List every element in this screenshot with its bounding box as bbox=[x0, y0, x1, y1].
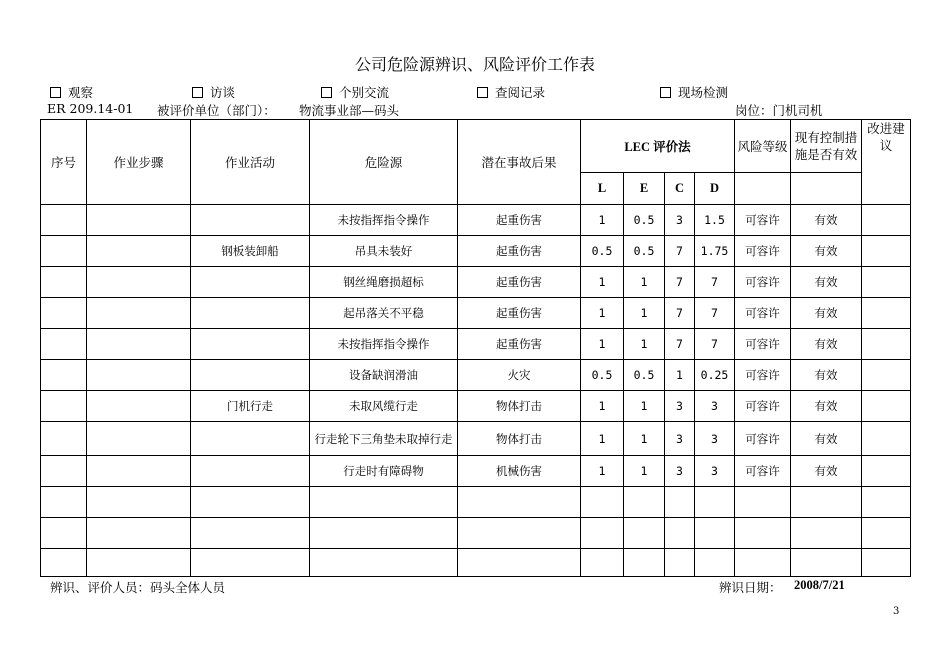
checkbox-label: 观察 bbox=[68, 85, 94, 100]
table-body bbox=[41, 205, 911, 577]
cell-C bbox=[665, 487, 695, 518]
checkbox-records[interactable] bbox=[477, 83, 545, 101]
cell-C: 3 bbox=[665, 205, 695, 236]
cell-C: 3 bbox=[665, 422, 695, 456]
cell-seq bbox=[41, 298, 87, 329]
date-label: 辨识日期： bbox=[719, 580, 782, 595]
cell-activity bbox=[191, 298, 310, 329]
cell-suggest bbox=[862, 487, 911, 518]
cell-consequence: 物体打击 bbox=[458, 391, 581, 422]
cell-level: 可容许 bbox=[735, 298, 791, 329]
table-row bbox=[41, 391, 911, 422]
cell-control: 有效 bbox=[791, 329, 862, 360]
cell-control: 有效 bbox=[791, 267, 862, 298]
cell-C: 3 bbox=[665, 456, 695, 487]
unit-label: 被评价单位（部门）： bbox=[157, 103, 276, 118]
cell-suggest bbox=[862, 549, 911, 577]
cell-E: 1 bbox=[624, 422, 665, 456]
cell-consequence: 起重伤害 bbox=[458, 236, 581, 267]
table-row bbox=[41, 298, 911, 329]
cell-step bbox=[87, 236, 191, 267]
cell-step bbox=[87, 205, 191, 236]
cell-level bbox=[735, 518, 791, 549]
cell-consequence bbox=[458, 518, 581, 549]
header-control: 现有控制措施是否有效 bbox=[791, 120, 862, 173]
cell-C: 3 bbox=[665, 391, 695, 422]
cell-C: 7 bbox=[665, 298, 695, 329]
cell-step bbox=[87, 391, 191, 422]
table-row bbox=[41, 236, 911, 267]
cell-suggest bbox=[862, 329, 911, 360]
cell-activity bbox=[191, 549, 310, 577]
cell-level: 可容许 bbox=[735, 205, 791, 236]
header-hazard: 危险源 bbox=[310, 120, 458, 205]
cell-D: 7 bbox=[695, 298, 735, 329]
page-title: 公司危险源辨识、风险评价工作表 bbox=[354, 55, 595, 74]
checkbox-observe[interactable] bbox=[50, 83, 93, 101]
cell-step bbox=[87, 487, 191, 518]
cell-hazard: 未按指挥指令操作 bbox=[310, 205, 458, 236]
cell-activity bbox=[191, 267, 310, 298]
cell-L: 1 bbox=[581, 422, 624, 456]
checkbox-icon bbox=[321, 87, 332, 98]
cell-D: 1.5 bbox=[695, 205, 735, 236]
cell-suggest bbox=[862, 360, 911, 391]
cell-C bbox=[665, 549, 695, 577]
cell-hazard bbox=[310, 487, 458, 518]
header-lec: LEC 评价法 bbox=[581, 120, 735, 173]
header-suggest: 改进建议 bbox=[862, 120, 911, 205]
cell-activity bbox=[191, 456, 310, 487]
cell-L: 1 bbox=[581, 205, 624, 236]
cell-D bbox=[695, 518, 735, 549]
header-seq: 序号 bbox=[41, 120, 87, 205]
cell-suggest bbox=[862, 236, 911, 267]
checkbox-interview[interactable] bbox=[192, 83, 235, 101]
cell-C bbox=[665, 518, 695, 549]
cell-activity bbox=[191, 422, 310, 456]
cell-level bbox=[735, 549, 791, 577]
cell-seq bbox=[41, 267, 87, 298]
cell-D: 1.75 bbox=[695, 236, 735, 267]
cell-activity: 钢板装卸船 bbox=[191, 236, 310, 267]
post-label: 岗位：门机司机 bbox=[735, 103, 823, 118]
cell-D bbox=[695, 487, 735, 518]
cell-seq bbox=[41, 518, 87, 549]
cell-consequence: 机械伤害 bbox=[458, 456, 581, 487]
assessors: 辨识、评价人员：码头全体人员 bbox=[50, 580, 226, 595]
header-activity: 作业活动 bbox=[191, 120, 310, 205]
cell-E: 0.5 bbox=[624, 360, 665, 391]
cell-E: 1 bbox=[624, 267, 665, 298]
cell-level bbox=[735, 487, 791, 518]
checkbox-label: 访谈 bbox=[210, 85, 236, 100]
cell-suggest bbox=[862, 205, 911, 236]
checkbox-icon bbox=[192, 87, 203, 98]
cell-E bbox=[624, 487, 665, 518]
cell-consequence: 物体打击 bbox=[458, 422, 581, 456]
cell-seq bbox=[41, 236, 87, 267]
cell-activity bbox=[191, 329, 310, 360]
cell-L: 0.5 bbox=[581, 236, 624, 267]
cell-consequence: 起重伤害 bbox=[458, 298, 581, 329]
cell-L bbox=[581, 487, 624, 518]
cell-step bbox=[87, 518, 191, 549]
cell-seq bbox=[41, 422, 87, 456]
cell-hazard: 未取风缆行走 bbox=[310, 391, 458, 422]
cell-step bbox=[87, 456, 191, 487]
table-row bbox=[41, 518, 911, 549]
header-control-blank bbox=[791, 173, 862, 205]
cell-control bbox=[791, 549, 862, 577]
cell-step bbox=[87, 329, 191, 360]
cell-suggest bbox=[862, 518, 911, 549]
cell-level: 可容许 bbox=[735, 329, 791, 360]
cell-suggest bbox=[862, 456, 911, 487]
cell-suggest bbox=[862, 267, 911, 298]
header-E: E bbox=[624, 173, 665, 205]
cell-hazard: 钢丝绳磨损超标 bbox=[310, 267, 458, 298]
cell-consequence bbox=[458, 549, 581, 577]
cell-control: 有效 bbox=[791, 456, 862, 487]
cell-D: 0.25 bbox=[695, 360, 735, 391]
cell-seq bbox=[41, 549, 87, 577]
header-level: 风险等级 bbox=[735, 120, 791, 173]
cell-D bbox=[695, 549, 735, 577]
cell-control: 有效 bbox=[791, 298, 862, 329]
cell-suggest bbox=[862, 391, 911, 422]
cell-D: 3 bbox=[695, 391, 735, 422]
checkbox-icon bbox=[477, 87, 488, 98]
cell-L bbox=[581, 549, 624, 577]
cell-suggest bbox=[862, 298, 911, 329]
header-D: D bbox=[695, 173, 735, 205]
cell-E: 1 bbox=[624, 391, 665, 422]
cell-L: 1 bbox=[581, 456, 624, 487]
header-C: C bbox=[665, 173, 695, 205]
cell-level: 可容许 bbox=[735, 391, 791, 422]
cell-L: 1 bbox=[581, 298, 624, 329]
checkbox-label: 现场检测 bbox=[678, 85, 729, 100]
cell-E: 0.5 bbox=[624, 205, 665, 236]
cell-level: 可容许 bbox=[735, 236, 791, 267]
cell-E: 1 bbox=[624, 329, 665, 360]
cell-level: 可容许 bbox=[735, 267, 791, 298]
cell-step bbox=[87, 267, 191, 298]
cell-E: 1 bbox=[624, 298, 665, 329]
header-level-blank bbox=[735, 173, 791, 205]
cell-D: 3 bbox=[695, 456, 735, 487]
table-row bbox=[41, 456, 911, 487]
cell-E: 0.5 bbox=[624, 236, 665, 267]
cell-C: 7 bbox=[665, 236, 695, 267]
cell-suggest bbox=[862, 422, 911, 456]
cell-hazard: 吊具未装好 bbox=[310, 236, 458, 267]
table-row bbox=[41, 267, 911, 298]
cell-level: 可容许 bbox=[735, 360, 791, 391]
cell-consequence: 起重伤害 bbox=[458, 329, 581, 360]
unit-value: 物流事业部—码头 bbox=[299, 103, 400, 118]
cell-hazard: 行走时有障碍物 bbox=[310, 456, 458, 487]
cell-activity bbox=[191, 487, 310, 518]
table-row bbox=[41, 205, 911, 236]
cell-D: 3 bbox=[695, 422, 735, 456]
cell-control bbox=[791, 518, 862, 549]
header-consequence: 潜在事故后果 bbox=[458, 120, 581, 205]
cell-control: 有效 bbox=[791, 236, 862, 267]
checkbox-label: 查阅记录 bbox=[495, 85, 546, 100]
cell-seq bbox=[41, 487, 87, 518]
cell-activity: 门机行走 bbox=[191, 391, 310, 422]
cell-C: 1 bbox=[665, 360, 695, 391]
cell-hazard bbox=[310, 518, 458, 549]
cell-activity bbox=[191, 360, 310, 391]
cell-E bbox=[624, 518, 665, 549]
cell-C: 7 bbox=[665, 329, 695, 360]
cell-hazard: 行走轮下三角垫未取掉行走 bbox=[310, 422, 458, 456]
cell-activity bbox=[191, 518, 310, 549]
header-L: L bbox=[581, 173, 624, 205]
cell-level: 可容许 bbox=[735, 422, 791, 456]
cell-E: 1 bbox=[624, 456, 665, 487]
cell-seq bbox=[41, 360, 87, 391]
cell-activity bbox=[191, 205, 310, 236]
date-value: 2008/7/21 bbox=[794, 578, 845, 592]
cell-consequence: 火灾 bbox=[458, 360, 581, 391]
cell-L: 0.5 bbox=[581, 360, 624, 391]
table-row bbox=[41, 360, 911, 391]
cell-hazard: 设备缺润滑油 bbox=[310, 360, 458, 391]
cell-consequence: 起重伤害 bbox=[458, 205, 581, 236]
cell-D: 7 bbox=[695, 267, 735, 298]
risk-table bbox=[40, 119, 911, 577]
form-code: ER 209.14-01 bbox=[47, 101, 134, 116]
checkbox-label: 个别交流 bbox=[339, 85, 390, 100]
checkbox-icon bbox=[50, 87, 61, 98]
cell-hazard bbox=[310, 549, 458, 577]
checkbox-individual[interactable] bbox=[321, 83, 389, 101]
cell-step bbox=[87, 422, 191, 456]
table-row bbox=[41, 329, 911, 360]
header-step: 作业步骤 bbox=[87, 120, 191, 205]
cell-C: 7 bbox=[665, 267, 695, 298]
cell-L bbox=[581, 518, 624, 549]
cell-level: 可容许 bbox=[735, 456, 791, 487]
cell-control: 有效 bbox=[791, 205, 862, 236]
cell-L: 1 bbox=[581, 391, 624, 422]
cell-seq bbox=[41, 205, 87, 236]
cell-consequence: 起重伤害 bbox=[458, 267, 581, 298]
cell-seq bbox=[41, 456, 87, 487]
cell-D: 7 bbox=[695, 329, 735, 360]
cell-control: 有效 bbox=[791, 391, 862, 422]
cell-control: 有效 bbox=[791, 360, 862, 391]
cell-consequence bbox=[458, 487, 581, 518]
table-row bbox=[41, 487, 911, 518]
cell-seq bbox=[41, 391, 87, 422]
cell-seq bbox=[41, 329, 87, 360]
checkbox-icon bbox=[660, 87, 671, 98]
cell-step bbox=[87, 298, 191, 329]
table-row bbox=[41, 549, 911, 577]
table-row bbox=[41, 422, 911, 456]
checkbox-onsite[interactable] bbox=[660, 83, 728, 101]
cell-L: 1 bbox=[581, 329, 624, 360]
page-number: 3 bbox=[893, 606, 900, 617]
cell-step bbox=[87, 549, 191, 577]
cell-hazard: 起吊落关不平稳 bbox=[310, 298, 458, 329]
cell-control: 有效 bbox=[791, 422, 862, 456]
cell-E bbox=[624, 549, 665, 577]
cell-control bbox=[791, 487, 862, 518]
cell-step bbox=[87, 360, 191, 391]
cell-hazard: 未按指挥指令操作 bbox=[310, 329, 458, 360]
cell-L: 1 bbox=[581, 267, 624, 298]
